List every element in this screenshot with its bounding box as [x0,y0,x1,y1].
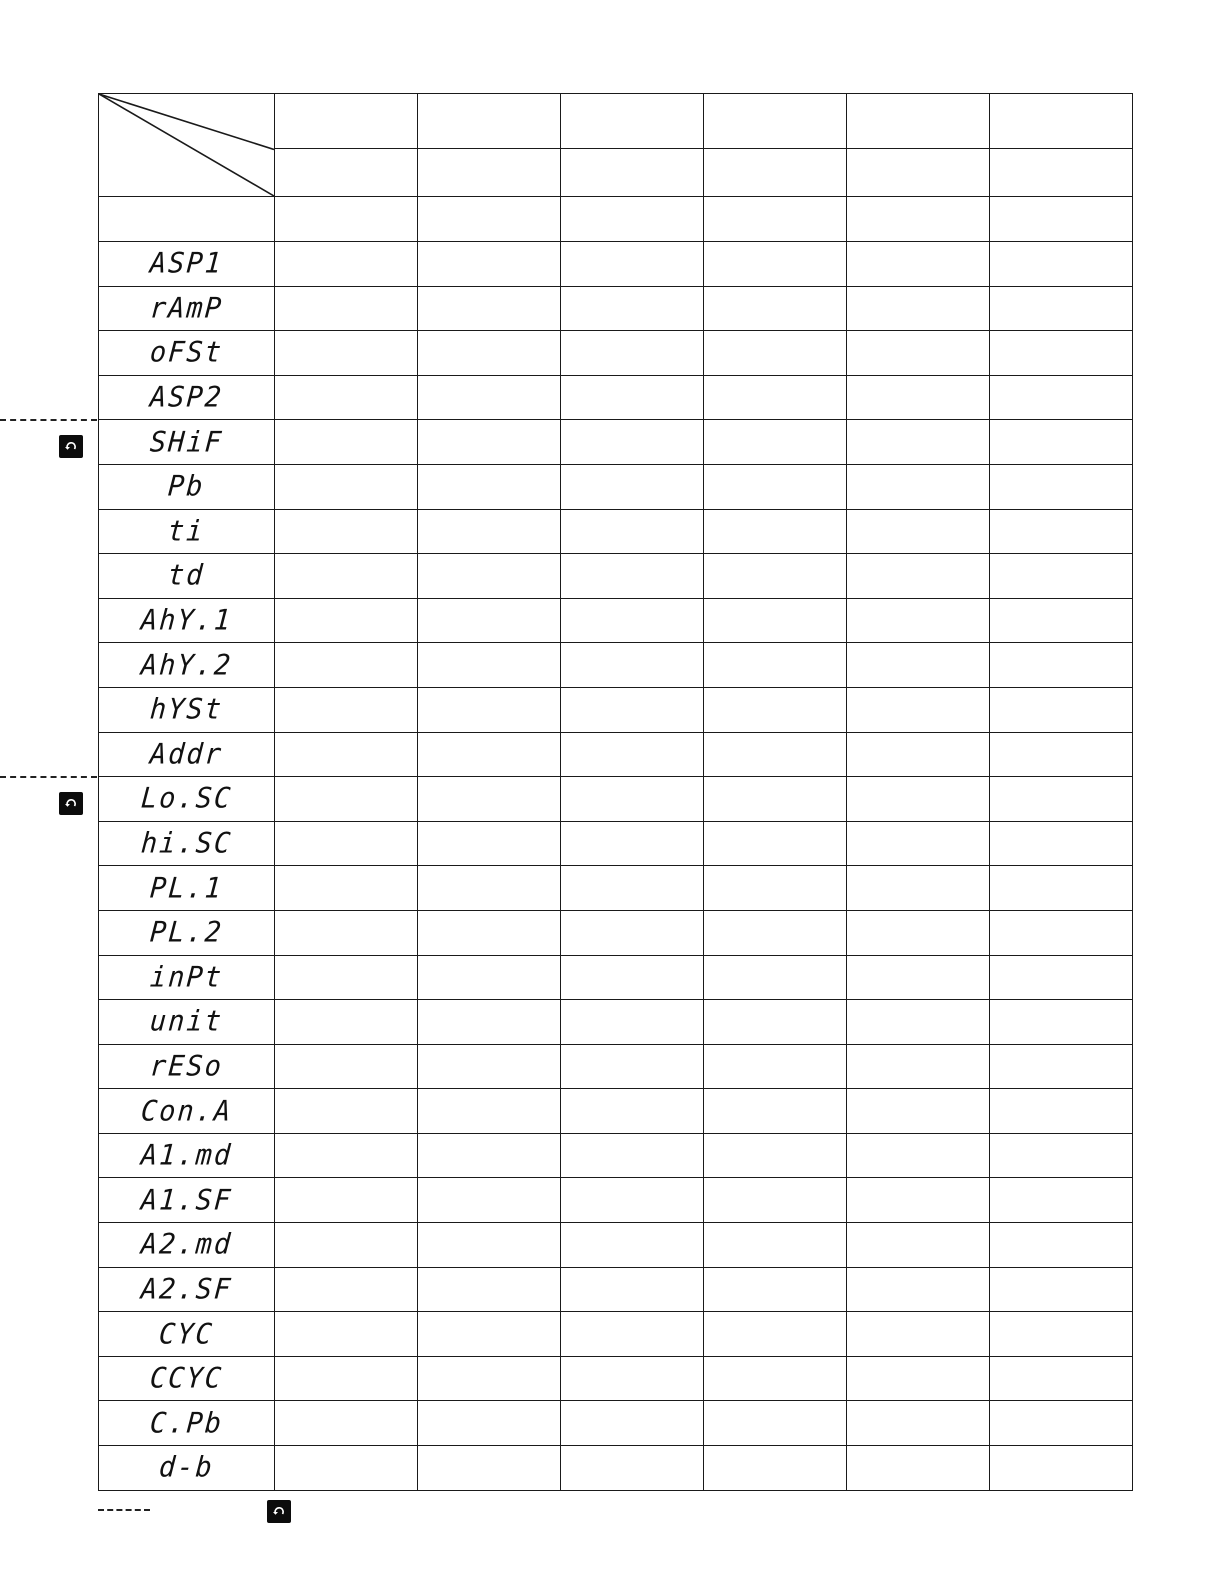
parameter-code: rESo [148,1050,225,1083]
header-cell [847,94,990,149]
value-entry-cell [561,1312,704,1357]
value-entry-cell [990,509,1133,554]
value-entry-cell [418,1089,561,1134]
value-entry-cell [704,1312,847,1357]
value-entry-cell [561,866,704,911]
value-entry-cell [990,598,1133,643]
value-entry-cell [561,1267,704,1312]
value-entry-cell [990,286,1133,331]
parameter-label-cell [99,1133,275,1178]
value-entry-cell [418,1223,561,1268]
blank-label-cell [99,197,275,242]
value-entry-cell [847,242,990,287]
value-entry-cell [275,375,418,420]
value-entry-cell [561,1000,704,1045]
parameter-label-cell [99,821,275,866]
value-entry-cell [418,1000,561,1045]
parameter-label-cell [99,554,275,599]
parameter-label-cell [99,1312,275,1357]
parameter-code: A2.SF [139,1273,234,1306]
table-row [99,643,1133,688]
value-entry-cell [275,420,418,465]
value-entry-cell [418,331,561,376]
value-entry-cell [275,509,418,554]
value-entry-cell [847,910,990,955]
value-entry-cell [847,687,990,732]
value-entry-cell [990,1312,1133,1357]
value-entry-cell [990,464,1133,509]
diagonal-corner-cell [99,94,275,197]
value-entry-cell [418,420,561,465]
value-entry-cell [847,1178,990,1223]
value-entry-cell [990,1000,1133,1045]
value-entry-cell [418,643,561,688]
parameter-code: A1.md [139,1139,234,1172]
value-entry-cell [418,1178,561,1223]
value-entry-cell [847,1044,990,1089]
parameter-label-cell [99,464,275,509]
value-entry-cell [561,286,704,331]
blank-cell [418,197,561,242]
value-entry-cell [275,554,418,599]
parameter-code: inPt [148,961,225,994]
value-entry-cell [275,1267,418,1312]
value-entry-cell [275,866,418,911]
parameter-label-cell [99,375,275,420]
parameter-code: Con.A [139,1094,234,1128]
header-cell [990,149,1133,197]
blank-cell [275,197,418,242]
parameter-record-table [98,93,1133,1491]
value-entry-cell [275,286,418,331]
value-entry-cell [704,1000,847,1045]
legend-rotate-arrow-key-icon [267,1500,291,1523]
table-row [99,732,1133,777]
value-entry-cell [847,420,990,465]
value-entry-cell [704,1178,847,1223]
header-cell [704,149,847,197]
value-entry-cell [275,1000,418,1045]
value-entry-cell [704,1267,847,1312]
header-row-1 [99,94,1133,149]
header-cell [990,94,1133,149]
value-entry-cell [847,464,990,509]
parameter-code: unit [148,1005,225,1039]
value-entry-cell [561,1178,704,1223]
parameter-code: Pb [167,470,206,504]
value-entry-cell [561,643,704,688]
parameter-code: SHiF [148,425,225,459]
value-entry-cell [704,331,847,376]
parameter-label-cell [99,1267,275,1312]
table-row [99,242,1133,287]
value-entry-cell [990,732,1133,777]
parameter-code: C.Pb [148,1406,225,1440]
parameter-code: ASP2 [148,381,225,414]
table-row [99,1178,1133,1223]
parameter-label-cell [99,1089,275,1134]
value-entry-cell [847,643,990,688]
value-entry-cell [561,687,704,732]
value-entry-cell [561,777,704,822]
parameter-label-cell [99,1000,275,1045]
table-row [99,1267,1133,1312]
value-entry-cell [561,1044,704,1089]
value-entry-cell [990,643,1133,688]
value-entry-cell [990,687,1133,732]
value-entry-cell [704,464,847,509]
value-entry-cell [275,732,418,777]
group-separator-dashed-line [0,419,97,421]
value-entry-cell [275,910,418,955]
value-entry-cell [847,554,990,599]
parameter-code: rAmP [148,292,225,325]
value-entry-cell [418,1356,561,1401]
table-row [99,1089,1133,1134]
header-cell [418,149,561,197]
value-entry-cell [990,910,1133,955]
value-entry-cell [704,1401,847,1446]
value-entry-cell [990,955,1133,1000]
value-entry-cell [847,1401,990,1446]
table-row [99,1446,1133,1491]
value-entry-cell [561,464,704,509]
value-entry-cell [561,1356,704,1401]
table-row [99,286,1133,331]
table-row [99,1356,1133,1401]
value-entry-cell [704,1133,847,1178]
parameter-label-cell [99,643,275,688]
value-entry-cell [561,509,704,554]
parameter-code: CCYC [148,1362,225,1395]
table-row [99,509,1133,554]
value-entry-cell [561,1401,704,1446]
value-entry-cell [275,598,418,643]
value-entry-cell [275,687,418,732]
value-entry-cell [847,1356,990,1401]
value-entry-cell [847,955,990,1000]
value-entry-cell [418,910,561,955]
value-entry-cell [847,331,990,376]
value-entry-cell [990,331,1133,376]
value-entry-cell [704,420,847,465]
parameter-label-cell [99,331,275,376]
value-entry-cell [704,687,847,732]
table-row [99,464,1133,509]
header-cell [561,94,704,149]
value-entry-cell [704,1089,847,1134]
table-row [99,1044,1133,1089]
blank-cell [704,197,847,242]
parameter-label-cell [99,777,275,822]
value-entry-cell [561,554,704,599]
value-entry-cell [418,242,561,287]
table-row [99,955,1133,1000]
parameter-rows [99,242,1133,1491]
value-entry-cell [418,821,561,866]
table-row [99,554,1133,599]
value-entry-cell [275,1089,418,1134]
parameter-code: td [167,559,206,593]
value-entry-cell [561,955,704,1000]
value-entry-cell [847,1000,990,1045]
value-entry-cell [990,375,1133,420]
value-entry-cell [275,643,418,688]
value-entry-cell [418,777,561,822]
value-entry-cell [847,866,990,911]
parameter-code: d-b [157,1451,216,1485]
value-entry-cell [561,1446,704,1491]
value-entry-cell [418,687,561,732]
value-entry-cell [704,1356,847,1401]
value-entry-cell [418,375,561,420]
value-entry-cell [561,821,704,866]
value-entry-cell [704,598,847,643]
value-entry-cell [418,554,561,599]
value-entry-cell [990,1356,1133,1401]
value-entry-cell [418,1267,561,1312]
value-entry-cell [990,866,1133,911]
parameter-code: CYC [157,1317,216,1351]
value-entry-cell [275,331,418,376]
blank-cell [847,197,990,242]
value-entry-cell [418,955,561,1000]
parameter-code: ti [167,515,206,548]
value-entry-cell [990,821,1133,866]
value-entry-cell [418,1044,561,1089]
parameter-code: ASP1 [148,247,225,281]
parameter-label-cell [99,242,275,287]
table-row [99,821,1133,866]
value-entry-cell [704,1446,847,1491]
value-entry-cell [275,1356,418,1401]
header-cell [561,149,704,197]
value-entry-cell [847,509,990,554]
value-entry-cell [990,554,1133,599]
value-entry-cell [847,732,990,777]
value-entry-cell [704,910,847,955]
table-row [99,375,1133,420]
value-entry-cell [990,1401,1133,1446]
value-entry-cell [275,1133,418,1178]
value-entry-cell [418,598,561,643]
value-entry-cell [275,1223,418,1268]
parameter-label-cell [99,286,275,331]
parameter-label-cell [99,732,275,777]
parameter-code: AhY.1 [139,604,234,637]
value-entry-cell [847,1089,990,1134]
parameter-code: AhY.2 [139,648,234,682]
parameter-label-cell [99,1401,275,1446]
value-entry-cell [561,732,704,777]
value-entry-cell [561,331,704,376]
value-entry-cell [990,1267,1133,1312]
legend-dashed-line [98,1509,150,1511]
value-entry-cell [418,286,561,331]
value-entry-cell [704,955,847,1000]
value-entry-cell [418,1401,561,1446]
value-entry-cell [847,1133,990,1178]
value-entry-cell [561,1223,704,1268]
rotate-arrow-key-icon [59,792,83,815]
parameter-code: hi.SC [139,827,234,860]
value-entry-cell [561,1133,704,1178]
parameter-label-cell [99,1044,275,1089]
parameter-label-cell [99,910,275,955]
parameter-code: Addr [148,738,225,771]
rotate-arrow-key-icon [59,435,83,458]
group-separator-dashed-line [0,776,97,778]
value-entry-cell [847,821,990,866]
value-entry-cell [704,732,847,777]
blank-cell [561,197,704,242]
header-cell [704,94,847,149]
table-row [99,331,1133,376]
value-entry-cell [561,375,704,420]
value-entry-cell [847,598,990,643]
parameter-code: oFSt [148,336,225,370]
header-cell [847,149,990,197]
parameter-label-cell [99,1446,275,1491]
parameter-code: A2.md [139,1228,234,1262]
header-cell [275,94,418,149]
value-entry-cell [561,420,704,465]
value-entry-cell [990,1446,1133,1491]
blank-cell [990,197,1133,242]
table-row [99,1312,1133,1357]
parameter-label-cell [99,955,275,1000]
value-entry-cell [704,777,847,822]
value-entry-cell [847,1446,990,1491]
value-entry-cell [275,464,418,509]
value-entry-cell [990,1133,1133,1178]
value-entry-cell [418,732,561,777]
value-entry-cell [704,375,847,420]
value-entry-cell [561,910,704,955]
value-entry-cell [275,1312,418,1357]
value-entry-cell [275,242,418,287]
value-entry-cell [704,821,847,866]
parameter-label-cell [99,1178,275,1223]
value-entry-cell [990,777,1133,822]
parameter-code: A1.SF [139,1183,234,1217]
table-row [99,1401,1133,1446]
parameter-label-cell [99,687,275,732]
table-row [99,866,1133,911]
value-entry-cell [704,1044,847,1089]
parameter-code: PL.1 [148,871,225,905]
value-entry-cell [275,1178,418,1223]
header-cell [275,149,418,197]
table-row [99,1133,1133,1178]
value-entry-cell [561,1089,704,1134]
value-entry-cell [275,1044,418,1089]
parameter-code: hYSt [148,693,225,727]
table-row [99,687,1133,732]
value-entry-cell [847,1267,990,1312]
blank-row [99,197,1133,242]
value-entry-cell [847,777,990,822]
parameter-label-cell [99,509,275,554]
header-cell [418,94,561,149]
value-entry-cell [418,464,561,509]
value-entry-cell [704,1223,847,1268]
value-entry-cell [990,1223,1133,1268]
parameter-label-cell [99,598,275,643]
value-entry-cell [704,643,847,688]
value-entry-cell [561,598,704,643]
value-entry-cell [418,509,561,554]
value-entry-cell [990,1178,1133,1223]
value-entry-cell [990,420,1133,465]
value-entry-cell [275,777,418,822]
value-entry-cell [275,1401,418,1446]
value-entry-cell [847,1312,990,1357]
value-entry-cell [275,1446,418,1491]
parameter-label-cell [99,1223,275,1268]
value-entry-cell [418,1312,561,1357]
value-entry-cell [418,1446,561,1491]
diagonal-split-lines [99,94,274,196]
value-entry-cell [847,375,990,420]
value-entry-cell [847,1223,990,1268]
table-row [99,1223,1133,1268]
table-row [99,910,1133,955]
value-entry-cell [704,554,847,599]
value-entry-cell [704,242,847,287]
value-entry-cell [704,286,847,331]
parameter-label-cell [99,866,275,911]
table-row [99,1000,1133,1045]
table-row [99,420,1133,465]
value-entry-cell [847,286,990,331]
value-entry-cell [704,866,847,911]
value-entry-cell [561,242,704,287]
value-entry-cell [418,1133,561,1178]
table-row [99,777,1133,822]
table-row [99,598,1133,643]
value-entry-cell [704,509,847,554]
value-entry-cell [990,1044,1133,1089]
value-entry-cell [418,866,561,911]
value-entry-cell [990,1089,1133,1134]
value-entry-cell [275,955,418,1000]
parameter-code: Lo.SC [139,782,234,816]
parameter-label-cell [99,420,275,465]
parameter-code: PL.2 [148,916,225,949]
value-entry-cell [275,821,418,866]
value-entry-cell [990,242,1133,287]
parameter-label-cell [99,1356,275,1401]
